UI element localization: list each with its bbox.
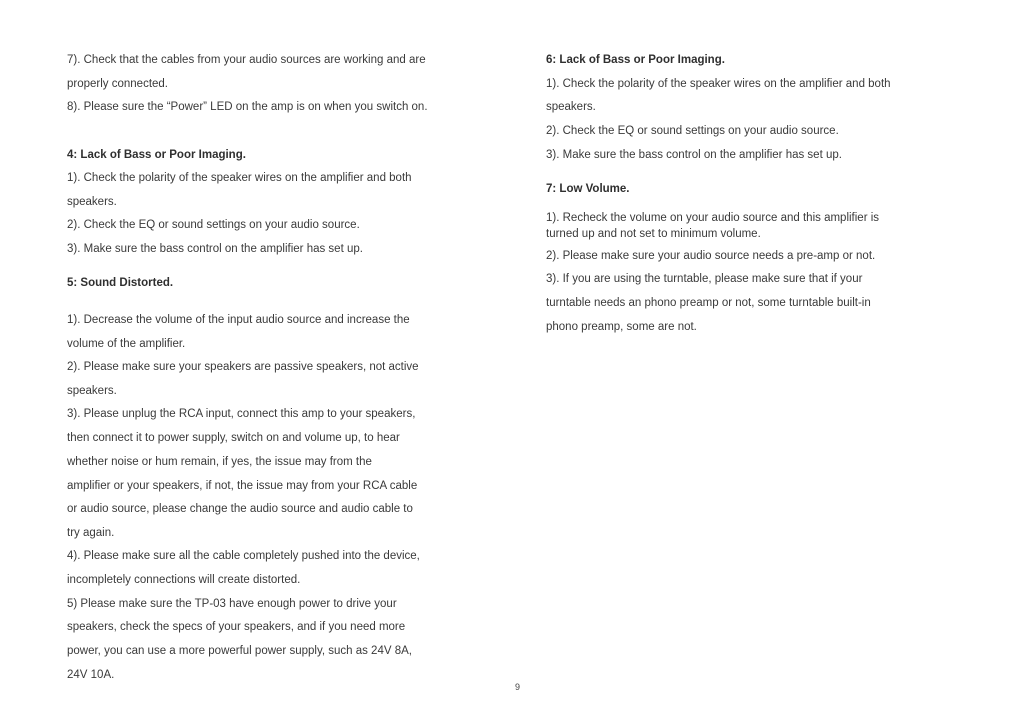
text-line: 3). Make sure the bass control on the amplifier has set up. (546, 149, 842, 161)
text-line: 8). Please sure the “Power” LED on the amp is on when you switch on. (67, 101, 428, 113)
text-line: properly connected. (67, 78, 169, 90)
text-line: 1). Check the polarity of the speaker wires on the amplifier and both (546, 78, 891, 90)
text-line: 5) Please make sure the TP-03 have enough power to drive your (67, 598, 397, 610)
text-line: try again. (67, 527, 115, 539)
text-line: volume of the amplifier. (67, 338, 186, 350)
text-line: 3). Make sure the bass control on the amplifier has set up. (67, 243, 363, 255)
text-line: 3). If you are using the turntable, please make sure that if your (546, 273, 863, 285)
page-number: 9 (515, 682, 521, 692)
text-line: 2). Please make sure your speakers are passive speakers, not active (67, 361, 419, 373)
text-line: speakers. (546, 101, 596, 113)
text-line: speakers. (67, 385, 117, 397)
text-line: 2). Check the EQ or sound settings on your audio source. (67, 219, 360, 231)
text-line: 7). Check that the cables from your audio sources are working and are (67, 54, 426, 66)
text-line: whether noise or hum remain, if yes, the issue may from the (67, 456, 372, 468)
text-line: then connect it to power supply, switch on and volume up, to hear (67, 432, 400, 444)
text-line: 2). Please make sure your audio source needs a pre-amp or not. (546, 250, 876, 262)
text-line: power, you can use a more powerful power supply, such as 24V 8A, (67, 645, 412, 657)
text-line: 3). Please unplug the RCA input, connect this amp to your speakers, (67, 408, 416, 420)
text-line: 1). Recheck the volume on your audio source and this amplifier is (546, 212, 880, 224)
text-line: speakers. (67, 196, 117, 208)
text-line: 2). Check the EQ or sound settings on your audio source. (546, 125, 839, 137)
text-line: 1). Check the polarity of the speaker wires on the amplifier and both (67, 172, 412, 184)
section-heading: 6: Lack of Bass or Poor Imaging. (546, 54, 725, 66)
text-line: 4). Please make sure all the cable completely pushed into the device, (67, 550, 420, 562)
text-line: or audio source, please change the audio source and audio cable to (67, 503, 413, 515)
text-line: speakers, check the specs of your speakers, and if you need more (67, 621, 406, 633)
text-line: 24V 10A. (67, 669, 115, 681)
text-line: turntable needs an phono preamp or not, some turntable built-in (546, 297, 871, 309)
text-line: amplifier or your speakers, if not, the issue may from your RCA cable (67, 480, 418, 492)
text-line: phono preamp, some are not. (546, 321, 697, 333)
text-line: turned up and not set to minimum volume. (546, 228, 761, 240)
section-heading: 4: Lack of Bass or Poor Imaging. (67, 149, 246, 161)
text-line: incompletely connections will create distorted. (67, 574, 301, 586)
section-heading: 7: Low Volume. (546, 183, 630, 195)
section-heading: 5: Sound Distorted. (67, 277, 174, 289)
text-line: 1). Decrease the volume of the input audio source and increase the (67, 314, 410, 326)
